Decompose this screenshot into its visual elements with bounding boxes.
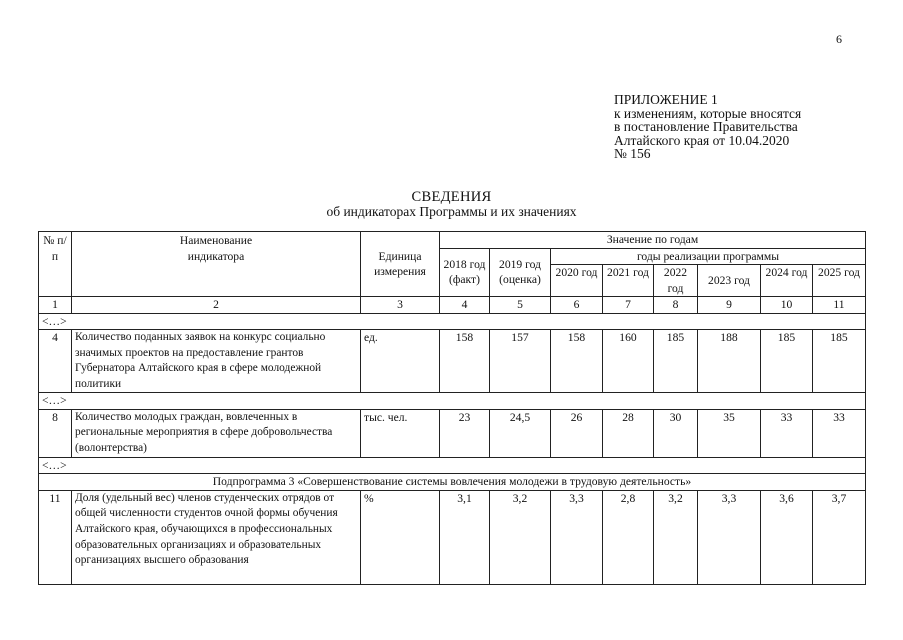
- value-cell: 185: [654, 330, 698, 393]
- column-number: 1: [39, 297, 72, 314]
- header-2019: 2019 год (оценка): [490, 248, 551, 297]
- value-cell: 28: [603, 409, 654, 457]
- header-num: № п/п: [39, 232, 72, 297]
- indicator-unit: %: [361, 490, 440, 584]
- indicator-name: Количество поданных заявок на конкурс социально значимых проектов на предоставление грантов Губернатора Алтайского края в сфере молодежной политики: [72, 330, 361, 393]
- appendix-line: № 156: [614, 146, 651, 161]
- appendix-line: к изменениям, которые вносятся: [614, 105, 802, 121]
- header-2021: 2021 год: [603, 265, 654, 297]
- header-2018: 2018 год (факт): [440, 248, 490, 297]
- value-cell: 3,2: [654, 490, 698, 584]
- value-cell: 158: [440, 330, 490, 393]
- appendix-line: в постановление Правительства: [614, 119, 798, 134]
- header-2020: 2020 год: [551, 265, 603, 297]
- value-cell: 33: [813, 409, 866, 457]
- document-title: [0, 190, 903, 219]
- appendix-block: [614, 93, 801, 161]
- value-cell: 157: [490, 330, 551, 393]
- indicators-table: [38, 231, 866, 585]
- value-cell: 30: [654, 409, 698, 457]
- title-subtitle: об индикаторах Программы и их значениях: [326, 204, 577, 219]
- value-cell: 185: [813, 330, 866, 393]
- indicator-unit: тыс. чел.: [361, 409, 440, 457]
- omitted-rows-marker: <…>: [39, 313, 866, 330]
- indicator-name: Доля (удельный вес) членов студенческих отрядов от общей численности студентов очной формы обучения Алтайского края, обучающихся в профессиональных образовательных организациях и образовательных организациях высшего образования: [72, 490, 361, 584]
- column-number: 9: [698, 297, 761, 314]
- row-number: 8: [39, 409, 72, 457]
- value-cell: 3,3: [551, 490, 603, 584]
- page-number: 6: [836, 32, 842, 46]
- header-values-by-year: Значение по годам: [440, 232, 866, 249]
- header-2024: 2024 год: [761, 265, 813, 297]
- header-2023: 2023 год: [698, 265, 761, 297]
- title-main: СВЕДЕНИЯ: [411, 189, 492, 205]
- value-cell: 3,6: [761, 490, 813, 584]
- column-number: 5: [490, 297, 551, 314]
- value-cell: 3,1: [440, 490, 490, 584]
- omitted-rows-marker: <…>: [39, 393, 866, 410]
- column-number: 4: [440, 297, 490, 314]
- header-2022: 2022 год: [654, 265, 698, 297]
- omitted-rows-marker: <…>: [39, 457, 866, 474]
- value-cell: 35: [698, 409, 761, 457]
- header-name: Наименование индикатора: [72, 232, 361, 297]
- value-cell: 24,5: [490, 409, 551, 457]
- value-cell: 2,8: [603, 490, 654, 584]
- column-number: 3: [361, 297, 440, 314]
- header-unit: Единица измерения: [361, 232, 440, 297]
- header-2025: 2025 год: [813, 265, 866, 297]
- value-cell: 188: [698, 330, 761, 393]
- column-number: 2: [72, 297, 361, 314]
- value-cell: 23: [440, 409, 490, 457]
- row-number: 4: [39, 330, 72, 393]
- column-number: 8: [654, 297, 698, 314]
- header-implementation-years: годы реализации программы: [551, 248, 866, 265]
- value-cell: 158: [551, 330, 603, 393]
- value-cell: 185: [761, 330, 813, 393]
- value-cell: 33: [761, 409, 813, 457]
- appendix-line: ПРИЛОЖЕНИЕ 1: [614, 92, 718, 107]
- column-number: 10: [761, 297, 813, 314]
- value-cell: 3,7: [813, 490, 866, 584]
- column-number: 7: [603, 297, 654, 314]
- indicator-name: Количество молодых граждан, вовлеченных в региональные мероприятия в сфере добровольчества (волонтерства): [72, 409, 361, 457]
- value-cell: 160: [603, 330, 654, 393]
- indicator-unit: ед.: [361, 330, 440, 393]
- value-cell: 26: [551, 409, 603, 457]
- appendix-line: Алтайского края от 10.04.2020: [614, 132, 790, 148]
- column-number: 6: [551, 297, 603, 314]
- column-number: 11: [813, 297, 866, 314]
- value-cell: 3,2: [490, 490, 551, 584]
- row-number: 11: [39, 490, 72, 584]
- subprogram-heading: Подпрограмма 3 «Совершенствование системы вовлечения молодежи в трудовую деятельность»: [39, 474, 866, 491]
- value-cell: 3,3: [698, 490, 761, 584]
